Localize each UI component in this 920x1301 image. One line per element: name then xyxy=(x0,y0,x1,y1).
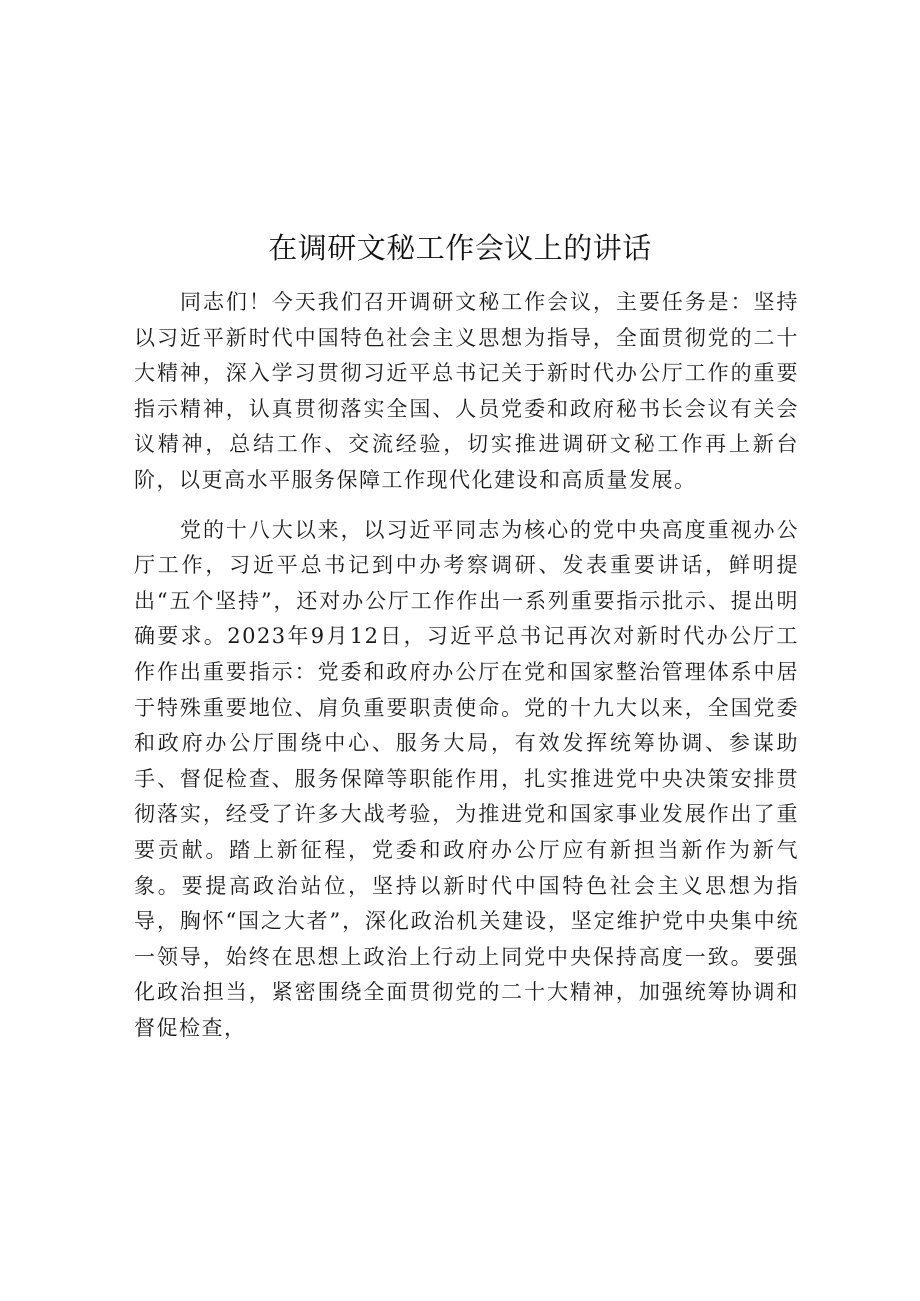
paragraph-second: 党的十八大以来，以习近平同志为核心的党中央高度重视办公厅工作，习近平总书记到中办考察调研、发表重要讲话，鲜明提出“五个坚持”，还对办公厅工作作出一系列重要指示批示、提出明确要求。2023年9月12日，习近平总书记再次对新时代办公厅工作作出重要指示：党委和政府办公厅在党和国家整治管理体系中居于特殊重要地位、肩负重要职责使命。党的十九大以来，全国党委和政府办公厅围绕中心、服务大局，有效发挥统筹协调、参谋助手、督促检查、服务保障等职能作用，扎实推进党中央决策安排贯彻落实，经受了许多大战考验，为推进党和国家事业发展作出了重要贡献。踏上新征程，党委和政府办公厅应有新担当新作为新气象。要提高政治站位，坚持以新时代中国特色社会主义思想为指导，胸怀“国之大者”，深化政治机关建设，坚定维护党中央集中统一领导，始终在思想上政治上行动上同党中央保持高度一致。要强化政治担当，紧密围绕全面贯彻党的二十大精神，加强统筹协调和督促检查， xyxy=(134,517,799,1040)
document-body xyxy=(134,285,799,1046)
paragraph-opening: 同志们！今天我们召开调研文秘工作会议，主要任务是：坚持以习近平新时代中国特色社会主义思想为指导，全面贯彻党的二十大精神，深入学习贯彻习近平总书记关于新时代办公厅工作的重要指示精神，认真贯彻落实全国、人员党委和政府秘书长会议有关会议精神，总结工作、交流经验，切实推进调研文秘工作再上新台阶，以更高水平服务保障工作现代化建设和高质量发展。 xyxy=(134,290,799,492)
document-title: 在调研文秘工作会议上的讲话 xyxy=(268,231,652,265)
